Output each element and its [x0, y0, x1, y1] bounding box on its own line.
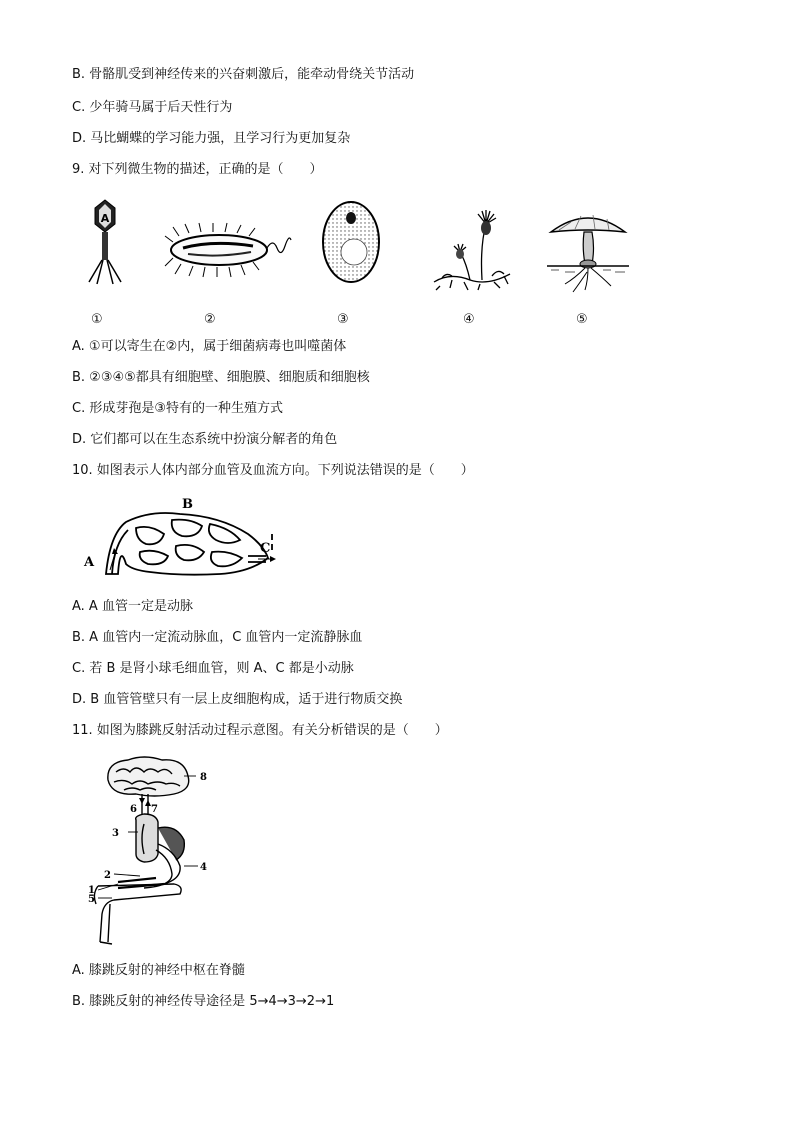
q10-stem: 10. 如图表示人体内部分血管及血流方向。下列说法错误的是（ ）: [72, 463, 474, 478]
q10-option-a: A. A 血管一定是动脉: [72, 599, 193, 614]
q11-stem: 11. 如图为膝跳反射活动过程示意图。有关分析错误的是（ ）: [72, 723, 448, 738]
q10-label-b: B: [182, 497, 193, 512]
q10-label-c: C: [260, 541, 271, 556]
q9-option-d: D. 它们都可以在生态系统中扮演分解者的角色: [72, 432, 338, 447]
q9-option-a: A. ①可以寄生在②内，属于细菌病毒也叫噬菌体: [72, 339, 347, 354]
q10-option-d: D. B 血管管壁只有一层上皮细胞构成，适于进行物质交换: [72, 692, 403, 707]
q9-label-2: ②: [204, 312, 216, 327]
q10-option-c: C. 若 B 是肾小球毛细血管，则 A、C 都是小动脉: [72, 661, 354, 676]
q9-stem: 9. 对下列微生物的描述，正确的是（ ）: [72, 162, 323, 177]
q10-option-b: B. A 血管内一定流动脉血，C 血管内一定流静脉血: [72, 630, 363, 645]
svg-text:A: A: [100, 212, 110, 225]
bacteriophage-figure: [85, 196, 125, 288]
q9-label-3: ③: [337, 312, 349, 327]
q9-label-4: ④: [463, 312, 475, 327]
yeast-figure: [320, 198, 382, 286]
q9-option-b: B. ②③④⑤都具有细胞壁、细胞膜、细胞质和细胞核: [72, 370, 370, 385]
q11-option-a: A. 膝跳反射的神经中枢在脊髓: [72, 963, 245, 978]
q11-label-5: 5: [88, 894, 95, 905]
q11-label-4: 4: [200, 862, 207, 873]
mushroom-figure: [545, 208, 631, 294]
mold-figure: [430, 206, 514, 292]
q8-option-d: D. 马比蝴蝶的学习能力强，且学习行为更加复杂: [72, 131, 351, 146]
q11-option-b: B. 膝跳反射的神经传导途径是 5→4→3→2→1: [72, 994, 335, 1009]
q8-option-c: C. 少年骑马属于后天性行为: [72, 100, 233, 115]
bacterium-figure: [163, 222, 293, 278]
blood-vessel-figure: [80, 494, 290, 584]
q11-label-6: 6: [130, 804, 137, 815]
q11-label-3: 3: [112, 828, 119, 839]
q11-label-1: 1: [88, 885, 95, 896]
q8-option-b: B. 骨骼肌受到神经传来的兴奋刺激后，能牵动骨绕关节活动: [72, 67, 415, 82]
q11-label-2: 2: [104, 870, 111, 881]
q11-label-7: 7: [151, 804, 158, 815]
q9-label-1: ①: [91, 312, 103, 327]
q9-label-5: ⑤: [576, 312, 588, 327]
q9-option-c: C. 形成芽孢是③特有的一种生殖方式: [72, 401, 283, 416]
q10-label-a: A: [84, 555, 95, 570]
q11-label-8: 8: [200, 772, 207, 783]
knee-jerk-reflex-figure: [84, 754, 224, 948]
